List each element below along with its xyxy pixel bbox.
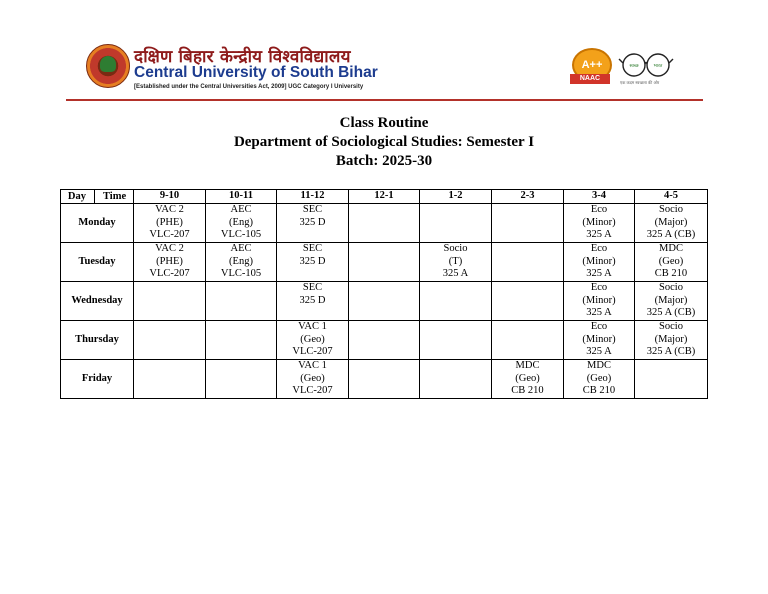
schedule-cell-line: VLC-105 bbox=[220, 268, 262, 280]
schedule-cell bbox=[277, 243, 349, 282]
title-batch: Batch: 2025-30 bbox=[335, 153, 433, 169]
title-department: Department of Sociological Studies: Semester I bbox=[233, 134, 535, 150]
schedule-cell-line: VLC-105 bbox=[220, 229, 262, 241]
naac-label: NAAC bbox=[570, 74, 610, 84]
day-cell: Wednesday bbox=[61, 282, 134, 321]
day-cell: Friday bbox=[61, 360, 134, 399]
schedule-cell bbox=[277, 282, 349, 321]
schedule-cell bbox=[492, 321, 564, 360]
schedule-cell-line: 325 D bbox=[299, 216, 326, 228]
schedule-cell-line: (Minor) bbox=[582, 294, 616, 306]
schedule-cell bbox=[206, 204, 277, 243]
schedule-cell bbox=[134, 321, 206, 360]
header-slot: 10-11 bbox=[206, 190, 277, 204]
university-name-english: Central University of South Bihar bbox=[134, 64, 378, 81]
schedule-cell bbox=[420, 243, 492, 282]
schedule-cell bbox=[635, 243, 708, 282]
header-slot: 2-3 bbox=[492, 190, 564, 204]
table-row bbox=[61, 282, 708, 321]
schedule-cell bbox=[492, 204, 564, 243]
header-slot: 4-5 bbox=[635, 190, 708, 204]
schedule-cell bbox=[206, 243, 277, 282]
schedule-cell bbox=[420, 204, 492, 243]
routine-table bbox=[60, 189, 708, 399]
naac-grade: A++ bbox=[572, 48, 612, 82]
schedule-cell bbox=[349, 321, 420, 360]
day-cell: Thursday bbox=[61, 321, 134, 360]
schedule-cell-line: CB 210 bbox=[654, 268, 688, 280]
schedule-cell bbox=[206, 321, 277, 360]
schedule-cell-line: Socio bbox=[659, 282, 683, 294]
schedule-cell-line: VAC 2 bbox=[155, 243, 184, 255]
schedule-cell-line: CB 210 bbox=[511, 385, 544, 397]
header-slot: 9-10 bbox=[134, 190, 206, 204]
header-slot: 1-2 bbox=[420, 190, 492, 204]
schedule-cell bbox=[277, 360, 349, 399]
schedule-cell-line: (Geo) bbox=[300, 372, 325, 384]
schedule-cell-line: Socio bbox=[659, 321, 683, 333]
schedule-cell bbox=[134, 360, 206, 399]
university-header bbox=[86, 40, 706, 102]
schedule-cell bbox=[420, 360, 492, 399]
header-day-time bbox=[61, 190, 134, 204]
swachh-bharat-logo bbox=[618, 50, 674, 94]
header-slot: 12-1 bbox=[349, 190, 420, 204]
schedule-cell-line: AEC bbox=[230, 243, 252, 255]
schedule-cell-line: AEC bbox=[230, 204, 252, 216]
schedule-cell bbox=[492, 243, 564, 282]
schedule-cell-line: VLC-207 bbox=[149, 268, 190, 280]
schedule-cell bbox=[564, 360, 635, 399]
schedule-cell-line: 325 A (CB) bbox=[646, 307, 696, 319]
header-slot: 3-4 bbox=[564, 190, 635, 204]
schedule-cell bbox=[349, 360, 420, 399]
schedule-cell-line: 325 A bbox=[442, 268, 469, 280]
schedule-cell-line: (Eng) bbox=[229, 255, 253, 267]
schedule-cell-line: MDC bbox=[659, 243, 683, 255]
schedule-cell-line: 325 A bbox=[586, 268, 612, 280]
schedule-cell-line: 325 A bbox=[586, 346, 612, 358]
swachh-left-text: स्वच्छ bbox=[629, 64, 639, 69]
table-row bbox=[61, 204, 708, 243]
schedule-cell-line: VLC-207 bbox=[292, 385, 333, 397]
schedule-cell bbox=[349, 243, 420, 282]
schedule-cell bbox=[564, 243, 635, 282]
schedule-cell-line: (Geo) bbox=[515, 372, 540, 384]
schedule-cell bbox=[492, 360, 564, 399]
schedule-cell-line: (Eng) bbox=[229, 216, 253, 228]
schedule-cell-line: CB 210 bbox=[582, 385, 616, 397]
header-time: Time bbox=[102, 190, 127, 202]
naac-logo bbox=[568, 48, 612, 88]
schedule-cell-line: VLC-207 bbox=[292, 346, 333, 358]
swachh-tagline: एक कदम स्वच्छता की ओर bbox=[620, 80, 660, 85]
schedule-cell bbox=[206, 360, 277, 399]
schedule-cell bbox=[134, 243, 206, 282]
table-row bbox=[61, 321, 708, 360]
swachh-right-text: भारत bbox=[653, 64, 663, 69]
header-day: Day bbox=[67, 190, 86, 202]
schedule-cell-line: SEC bbox=[302, 204, 323, 216]
schedule-cell bbox=[492, 282, 564, 321]
day-cell: Monday bbox=[61, 204, 134, 243]
university-subline: [Established under the Central Universities Act, 2009] UGC Category I University bbox=[134, 84, 364, 90]
header-divider bbox=[66, 99, 703, 101]
schedule-cell-line: (PHE) bbox=[156, 216, 183, 228]
schedule-cell-line: Socio bbox=[659, 204, 683, 216]
schedule-cell-line: VAC 1 bbox=[298, 321, 327, 333]
schedule-cell bbox=[564, 204, 635, 243]
schedule-cell-line: SEC bbox=[302, 243, 323, 255]
schedule-cell-line: (Major) bbox=[654, 294, 688, 306]
schedule-cell-line: (Geo) bbox=[586, 372, 612, 384]
schedule-cell bbox=[635, 321, 708, 360]
schedule-cell bbox=[134, 204, 206, 243]
schedule-cell-line: Eco bbox=[590, 282, 608, 294]
schedule-cell bbox=[277, 204, 349, 243]
schedule-cell-line: 325 D bbox=[299, 294, 326, 306]
schedule-cell-line: (Minor) bbox=[582, 216, 616, 228]
schedule-cell bbox=[349, 282, 420, 321]
schedule-cell-line: 325 A bbox=[586, 229, 612, 241]
schedule-cell-line: VLC-207 bbox=[149, 229, 190, 241]
schedule-cell bbox=[635, 282, 708, 321]
schedule-cell-line: (Minor) bbox=[582, 333, 616, 345]
schedule-cell-line: MDC bbox=[515, 360, 540, 372]
page-titles bbox=[0, 114, 768, 171]
university-seal-icon bbox=[86, 44, 130, 88]
header-slot: 11-12 bbox=[277, 190, 349, 204]
schedule-cell-line: VAC 1 bbox=[298, 360, 327, 372]
schedule-cell-line: 325 A bbox=[586, 307, 612, 319]
schedule-cell-line: 325 A (CB) bbox=[646, 229, 696, 241]
schedule-cell-line: Socio bbox=[443, 243, 468, 255]
schedule-cell bbox=[134, 282, 206, 321]
schedule-cell-line: (Minor) bbox=[582, 255, 616, 267]
schedule-cell-line: Eco bbox=[590, 243, 608, 255]
table-header-row bbox=[61, 190, 708, 204]
schedule-cell-line: VAC 2 bbox=[155, 204, 184, 216]
schedule-cell bbox=[635, 204, 708, 243]
schedule-cell-line: 325 D bbox=[299, 255, 326, 267]
university-name-hindi: दक्षिण बिहार केन्द्रीय विश्वविद्यालय bbox=[134, 47, 351, 67]
schedule-cell-line: SEC bbox=[302, 282, 323, 294]
table-row bbox=[61, 360, 708, 399]
schedule-cell-line: (Major) bbox=[654, 216, 688, 228]
schedule-cell bbox=[206, 282, 277, 321]
schedule-cell-line: MDC bbox=[587, 360, 611, 372]
schedule-cell-line: (Geo) bbox=[300, 333, 325, 345]
schedule-cell-line: Eco bbox=[590, 321, 608, 333]
schedule-cell-line: (Major) bbox=[654, 333, 688, 345]
glasses-icon bbox=[618, 50, 674, 80]
schedule-cell bbox=[564, 321, 635, 360]
schedule-cell-line: 325 A (CB) bbox=[646, 346, 696, 358]
schedule-cell bbox=[635, 360, 708, 399]
schedule-cell-line: (T) bbox=[448, 255, 463, 267]
day-cell: Tuesday bbox=[61, 243, 134, 282]
schedule-cell-line: Eco bbox=[590, 204, 608, 216]
schedule-cell bbox=[349, 204, 420, 243]
schedule-cell bbox=[420, 282, 492, 321]
schedule-cell bbox=[564, 282, 635, 321]
schedule-cell-line: (PHE) bbox=[156, 255, 183, 267]
schedule-cell bbox=[277, 321, 349, 360]
table-row bbox=[61, 243, 708, 282]
schedule-cell bbox=[420, 321, 492, 360]
title-class-routine: Class Routine bbox=[339, 115, 429, 131]
schedule-cell-line: (Geo) bbox=[658, 255, 684, 267]
